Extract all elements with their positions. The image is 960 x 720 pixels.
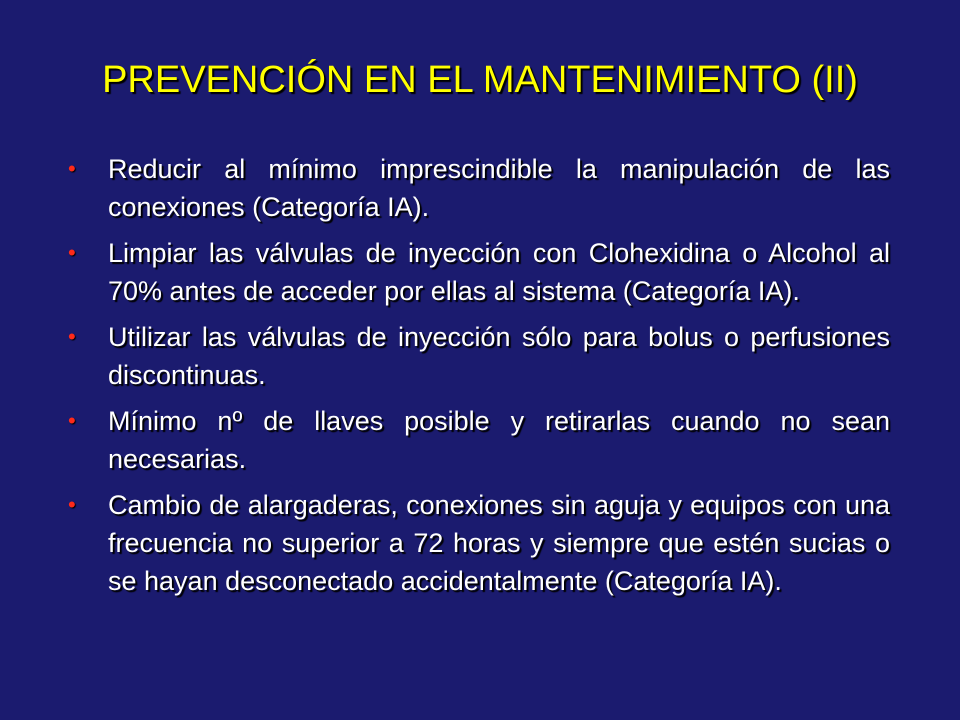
bullet-icon: •: [68, 240, 76, 265]
bullet-list: [68, 150, 890, 608]
bullet-text: Mínimo nº de llaves posible y retirarlas cuando no sean necesarias.: [108, 406, 890, 474]
bullet-item: [68, 486, 890, 600]
bullet-icon: •: [68, 408, 76, 433]
bullet-item: [68, 150, 890, 226]
slide-title: PREVENCIÓN EN EL MANTENIMIENTO (II): [102, 59, 858, 101]
bullet-text: Cambio de alargaderas, conexiones sin aguja y equipos con una frecuencia no superior a 72 horas y siempre que estén sucias o se hayan desconectado accidentalmente (Categoría IA).: [108, 490, 890, 596]
bullet-icon: •: [68, 156, 76, 181]
bullet-item: [68, 234, 890, 310]
bullet-text: Utilizar las válvulas de inyección sólo para bolus o perfusiones discontinuas.: [108, 322, 890, 390]
bullet-icon: •: [68, 324, 76, 349]
bullet-icon: •: [68, 492, 76, 517]
bullet-text: Limpiar las válvulas de inyección con Clohexidina o Alcohol al 70% antes de acceder por ellas al sistema (Categoría IA).: [108, 238, 890, 306]
bullet-text: Reducir al mínimo imprescindible la manipulación de las conexiones (Categoría IA).: [108, 154, 890, 222]
bullet-item: [68, 318, 890, 394]
bullet-item: [68, 402, 890, 478]
